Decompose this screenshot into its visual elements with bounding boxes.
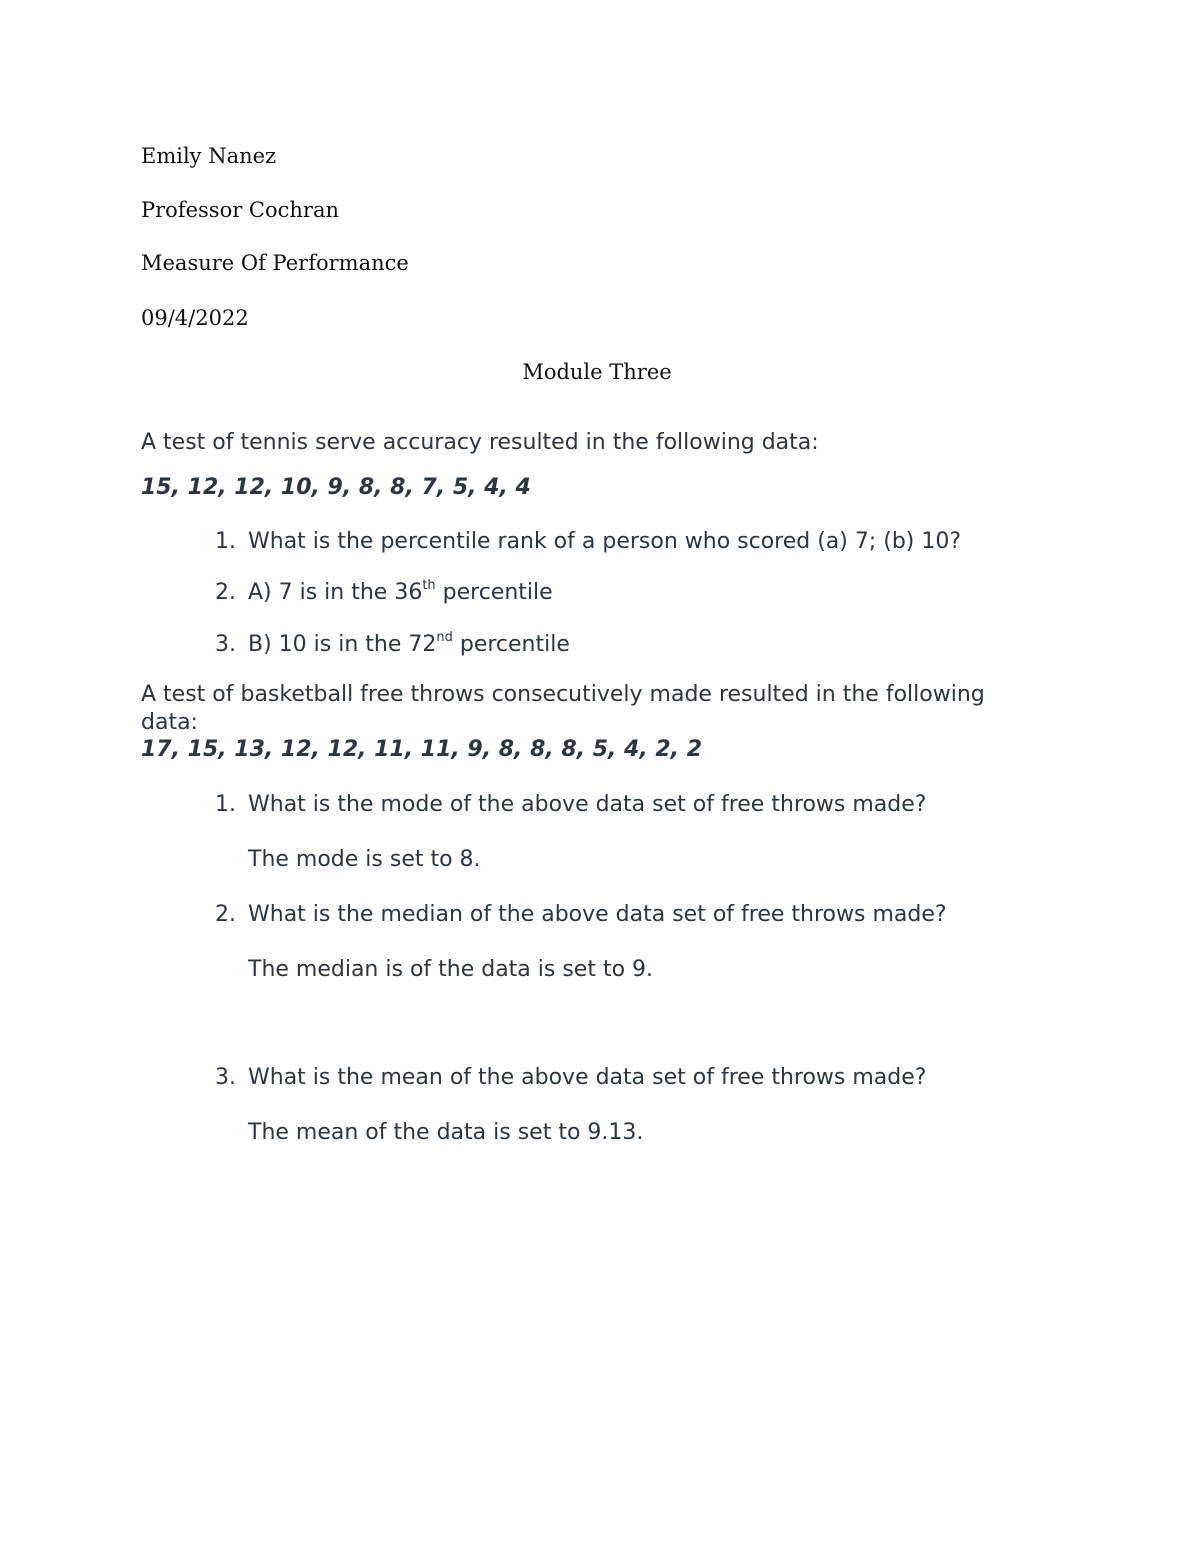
- list-number: 1.: [215, 529, 236, 554]
- section2-intro-cont: data:: [141, 710, 198, 735]
- answer-text: The mode is set to 8.: [248, 847, 481, 872]
- section1-data: 15, 12, 12, 10, 9, 8, 8, 7, 5, 4, 4: [141, 475, 531, 500]
- professor-name: Professor Cochran: [141, 198, 340, 222]
- document-title: Module Three: [522, 360, 672, 384]
- question-text: What is the median of the above data set of free throws made?: [248, 902, 947, 927]
- section1-intro: A test of tennis serve accuracy resulted in the following data:: [141, 430, 819, 455]
- list-number: 3.: [215, 632, 236, 657]
- answer-text: percentile: [452, 632, 570, 657]
- section2-data: 17, 15, 13, 12, 12, 11, 11, 9, 8, 8, 8, 5, 4, 2, 2: [141, 737, 702, 762]
- question-text: What is the mode of the above data set of free throws made?: [248, 792, 927, 817]
- answer-text: The median is of the data is set to 9.: [248, 957, 654, 982]
- ordinal-suffix: nd: [436, 629, 453, 645]
- answer-text: A) 7 is in the 36: [248, 580, 423, 605]
- list-number: 3.: [215, 1065, 236, 1090]
- section2-intro: A test of basketball free throws consecutively made resulted in the following: [141, 682, 985, 707]
- ordinal-suffix: th: [422, 577, 436, 593]
- date: 09/4/2022: [141, 306, 249, 330]
- question-text: What is the mean of the above data set of free throws made?: [248, 1065, 927, 1090]
- answer-text: The mean of the data is set to 9.13.: [248, 1120, 644, 1145]
- list-item: [248, 629, 570, 657]
- list-number: 1.: [215, 792, 236, 817]
- list-item: What is the percentile rank of a person who scored (a) 7; (b) 10?: [248, 529, 962, 554]
- student-name: Emily Nanez: [141, 144, 277, 168]
- answer-text: B) 10 is in the 72: [248, 632, 437, 657]
- list-item: [248, 577, 553, 605]
- list-number: 2.: [215, 902, 236, 927]
- answer-text: percentile: [435, 580, 553, 605]
- course-name: Measure Of Performance: [141, 251, 409, 275]
- list-number: 2.: [215, 580, 236, 605]
